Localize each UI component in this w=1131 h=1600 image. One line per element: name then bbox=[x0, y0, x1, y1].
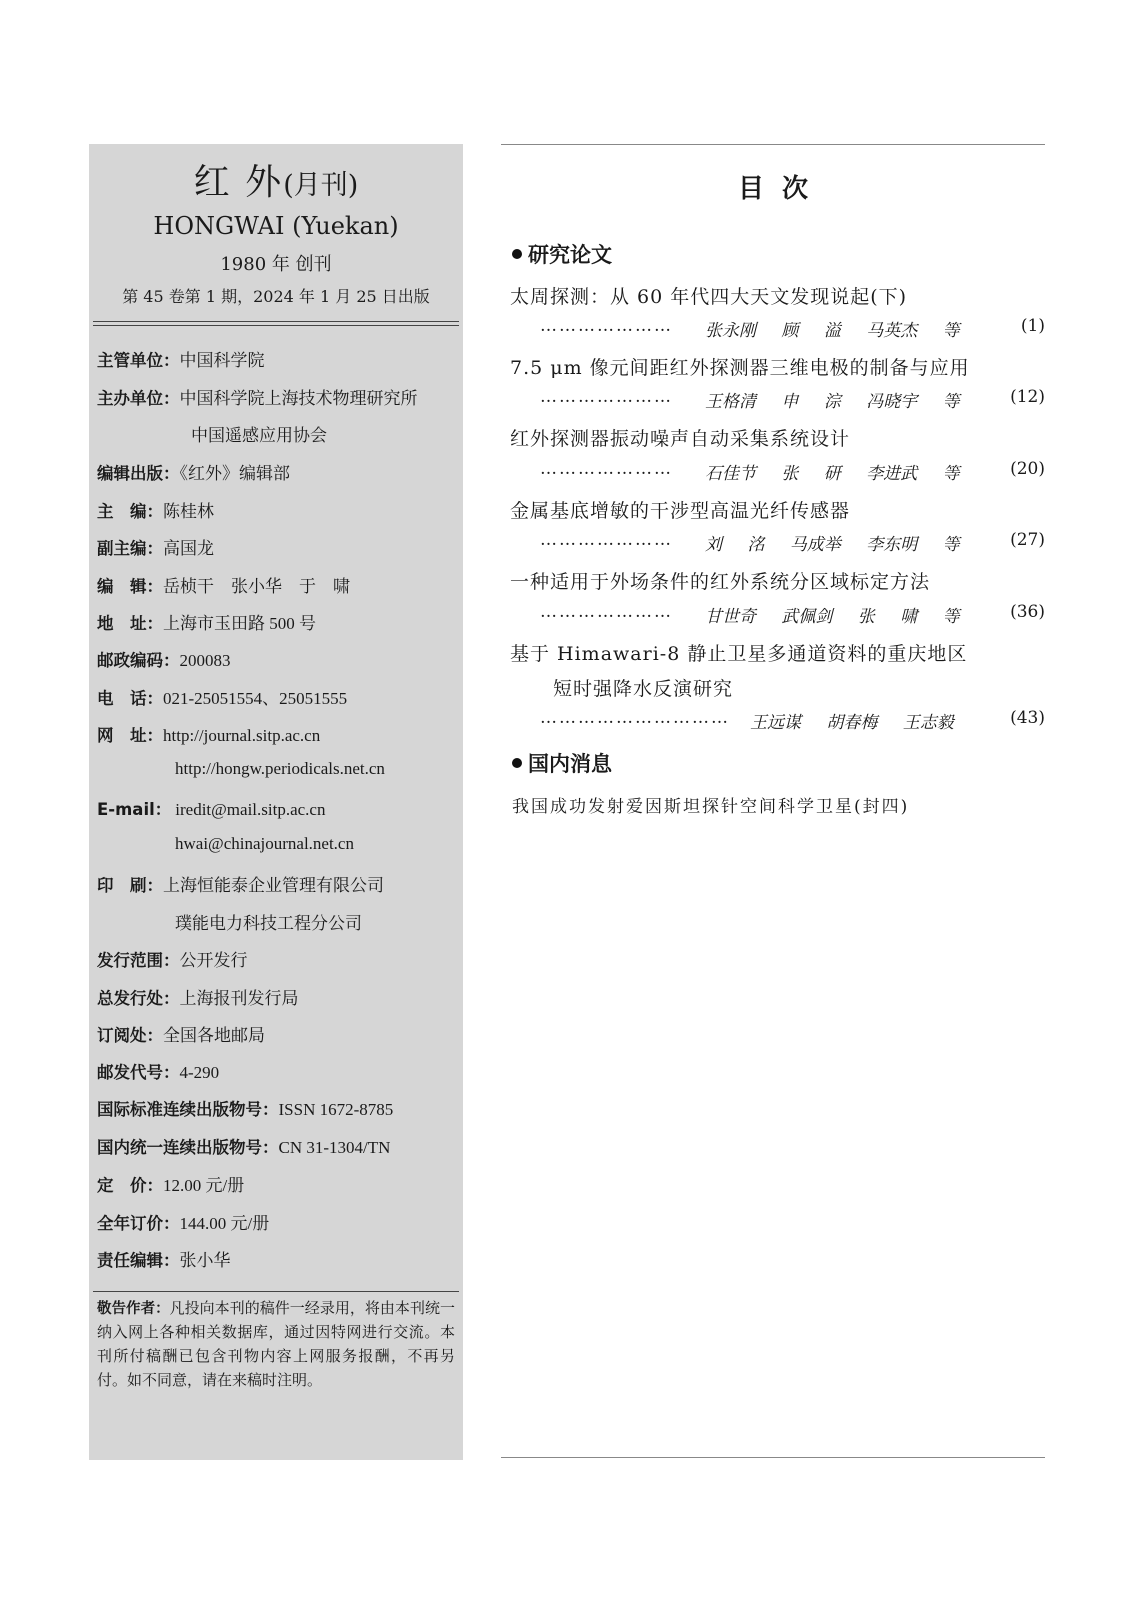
article-authors: 王格清 申 淙 冯晓宇 等 bbox=[705, 392, 960, 412]
info-value: http://journal.sitp.ac.cn bbox=[163, 726, 321, 745]
info-label: 全年订价： bbox=[97, 1214, 180, 1233]
article-authors: 张永刚 顾 溢 马英杰 等 bbox=[705, 321, 960, 341]
leader-dots: ………………… bbox=[540, 387, 673, 407]
info-label: 主办单位： bbox=[97, 389, 180, 408]
info-value: 公开发行 bbox=[179, 951, 248, 970]
section-domestic-news bbox=[512, 748, 612, 778]
info-row-email bbox=[97, 796, 325, 820]
article-title[interactable]: 7.5 μm 像元间距红外探测器三维电极的制备与应用 bbox=[510, 357, 970, 379]
info-value: http://hongw.periodicals.net.cn bbox=[175, 759, 385, 778]
info-value: 144.00 元/册 bbox=[179, 1214, 270, 1233]
info-value: 中国科学院上海技术物理研究所 bbox=[179, 389, 418, 408]
info-row-deputy-editor bbox=[97, 534, 214, 559]
info-value: 全国各地邮局 bbox=[163, 1026, 265, 1045]
article-page: (12) bbox=[1010, 387, 1045, 407]
journal-title-cn-text: 红 外 bbox=[193, 162, 284, 203]
toc-heading: 目次 bbox=[737, 174, 826, 204]
info-value: 200083 bbox=[179, 651, 231, 670]
leader-dots: ………………………… bbox=[540, 708, 730, 728]
leader-dots: ………………… bbox=[540, 316, 673, 336]
article-page: (1) bbox=[1020, 316, 1045, 336]
info-row-website bbox=[97, 722, 320, 746]
info-value: 上海恒能泰企业管理有限公司 bbox=[163, 876, 384, 895]
info-value: 12.00 元/册 bbox=[163, 1176, 245, 1195]
info-label: 国内统一连续出版物号： bbox=[97, 1138, 279, 1157]
info-value: 张小华 bbox=[179, 1251, 231, 1270]
info-label: 邮发代号： bbox=[97, 1063, 180, 1082]
leader-dots: ………………… bbox=[540, 459, 673, 479]
article-page: (36) bbox=[1010, 602, 1045, 622]
article-page: (20) bbox=[1010, 459, 1045, 479]
issue-info: 第 45 卷第 1 期，2024 年 1 月 25 日出版 bbox=[122, 287, 430, 306]
info-label: 编辑出版： bbox=[97, 464, 180, 483]
article-authors: 石佳节 张 研 李进武 等 bbox=[705, 464, 960, 484]
info-row-phone bbox=[97, 684, 347, 709]
info-label: 编 辑： bbox=[97, 577, 163, 596]
journal-title-cn-sub: (月刊) bbox=[283, 170, 359, 201]
info-label: 网 址： bbox=[97, 726, 163, 745]
info-label: E-mail： bbox=[97, 800, 172, 819]
info-label: 电 话： bbox=[97, 689, 163, 708]
info-row-issn bbox=[97, 1096, 393, 1120]
info-row-sponsor-2 bbox=[191, 421, 327, 446]
info-value: 上海市玉田路 500 号 bbox=[163, 614, 316, 633]
bullet-icon bbox=[512, 758, 522, 768]
news-item[interactable]: 我国成功发射爱因斯坦探针空间科学卫星(封四) bbox=[512, 797, 910, 817]
info-row-responsible-editor bbox=[97, 1246, 231, 1271]
info-value: iredit@mail.sitp.ac.cn bbox=[175, 800, 326, 819]
toc-bottom-rule bbox=[501, 1457, 1045, 1458]
info-value: hwai@chinajournal.net.cn bbox=[175, 834, 354, 853]
info-value: 陈桂林 bbox=[163, 502, 214, 521]
journal-title-cn bbox=[89, 154, 463, 205]
info-label: 主管单位： bbox=[97, 351, 180, 370]
article-authors: 甘世奇 武佩剑 张 啸 等 bbox=[705, 607, 960, 627]
info-value: 021-25051554、25051555 bbox=[163, 689, 348, 708]
info-value: 岳桢干 张小华 于 啸 bbox=[163, 577, 350, 596]
info-row-price bbox=[97, 1171, 244, 1196]
masthead-divider-2 bbox=[93, 325, 459, 326]
info-row-publisher bbox=[97, 459, 290, 484]
info-value: 上海报刊发行局 bbox=[179, 989, 299, 1008]
article-title[interactable]: 基于 Himawari-8 静止卫星多通道资料的重庆地区 bbox=[510, 643, 968, 665]
info-row-editor-in-chief bbox=[97, 497, 214, 522]
article-page: (27) bbox=[1010, 530, 1045, 550]
info-row-address bbox=[97, 609, 316, 634]
info-label: 主 编： bbox=[97, 502, 163, 521]
info-value: 《红外》编辑部 bbox=[179, 464, 290, 483]
info-label: 发行范围： bbox=[97, 951, 180, 970]
leader-dots: ………………… bbox=[540, 530, 673, 550]
toc-top-rule bbox=[501, 144, 1045, 145]
bullet-icon bbox=[512, 249, 522, 259]
info-row-distributor bbox=[97, 984, 299, 1009]
info-row-postal-code bbox=[97, 1059, 219, 1083]
info-label: 副主编： bbox=[97, 539, 163, 558]
founded-year: 1980 年 创刊 bbox=[220, 254, 332, 275]
info-row-email-2 bbox=[175, 834, 354, 854]
info-label: 定 价： bbox=[97, 1176, 163, 1195]
journal-title-en: HONGWAI (Yuekan) bbox=[153, 212, 399, 240]
info-label: 印 刷： bbox=[97, 876, 163, 895]
info-value: 高国龙 bbox=[163, 539, 214, 558]
section-research-papers bbox=[512, 239, 612, 269]
article-title[interactable]: 一种适用于外场条件的红外系统分区域标定方法 bbox=[510, 571, 931, 593]
info-label: 邮政编码： bbox=[97, 651, 180, 670]
article-page: (43) bbox=[1010, 708, 1045, 728]
notice-label: 敬告作者： bbox=[97, 1301, 170, 1317]
info-value: ISSN 1672-8785 bbox=[278, 1100, 394, 1119]
info-row-printer-2 bbox=[175, 909, 362, 934]
info-value: 中国科学院 bbox=[179, 351, 265, 370]
info-row-annual-price bbox=[97, 1209, 269, 1234]
info-row-printer bbox=[97, 871, 384, 896]
masthead-panel bbox=[89, 144, 463, 1460]
notice-divider bbox=[93, 1291, 459, 1292]
leader-dots: ………………… bbox=[540, 602, 673, 622]
info-row-supervisor bbox=[97, 346, 265, 371]
info-label: 国际标准连续出版物号： bbox=[97, 1100, 279, 1119]
article-title[interactable]: 太周探测：从 60 年代四大天文发现说起(下) bbox=[510, 286, 908, 308]
info-row-website-2 bbox=[175, 759, 385, 779]
article-title[interactable]: 金属基底增敏的干涉型高温光纤传感器 bbox=[510, 500, 851, 522]
info-value: 4-290 bbox=[179, 1063, 220, 1082]
section-title: 国内消息 bbox=[528, 752, 612, 776]
info-row-subscription bbox=[97, 1021, 265, 1046]
article-title-line2[interactable]: 短时强降水反演研究 bbox=[553, 678, 734, 700]
info-label: 责任编辑： bbox=[97, 1251, 180, 1270]
info-value: CN 31-1304/TN bbox=[278, 1138, 391, 1157]
author-notice bbox=[97, 1297, 455, 1393]
article-title[interactable]: 红外探测器振动噪声自动采集系统设计 bbox=[510, 428, 851, 450]
info-row-sponsor bbox=[97, 384, 418, 409]
info-row-editors bbox=[97, 572, 350, 597]
info-label: 订阅处： bbox=[97, 1026, 163, 1045]
info-row-postcode bbox=[97, 647, 231, 671]
section-title: 研究论文 bbox=[528, 243, 612, 267]
info-label: 总发行处： bbox=[97, 989, 180, 1008]
info-value: 璞能电力科技工程分公司 bbox=[175, 914, 362, 933]
info-value: 中国遥感应用协会 bbox=[191, 426, 327, 445]
article-authors: 刘 洺 马成举 李东明 等 bbox=[705, 535, 960, 555]
info-row-cn bbox=[97, 1134, 390, 1158]
masthead-divider bbox=[93, 321, 459, 322]
info-label: 地 址： bbox=[97, 614, 163, 633]
info-row-distribution-scope bbox=[97, 946, 248, 971]
article-authors: 王远谋 胡春梅 王志毅 bbox=[750, 713, 954, 733]
notice-text: 凡投向本刊的稿件一经录用，将由本刊统一纳入网上各种相关数据库，通过因特网进行交流。本刊所付稿酬已包含刊物内容上网服务报酬，不再另付。如不同意，请在来稿时注明。 bbox=[97, 1301, 455, 1389]
